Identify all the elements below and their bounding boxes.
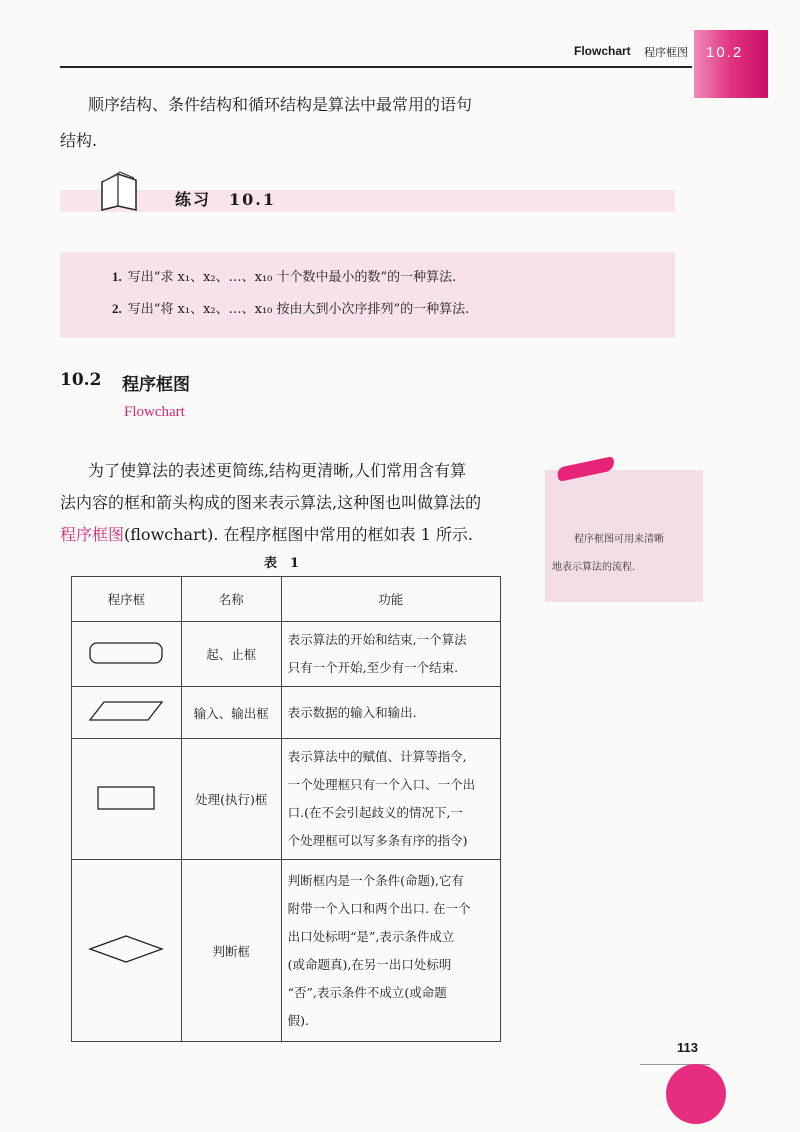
terminal-shape-icon — [88, 641, 164, 665]
book-icon — [98, 170, 140, 214]
section-tab-label: 10.2 — [706, 44, 744, 61]
body-line-3 — [60, 518, 473, 552]
terminal-symbol — [72, 622, 182, 687]
exercise-band — [60, 190, 675, 212]
table-row — [72, 687, 501, 739]
diamond-icon — [88, 933, 164, 965]
body-line-1: 为了使算法的表述更简练,结构更清晰,人们常用含有算 — [88, 461, 467, 480]
exercise-item-number: 2. — [112, 301, 122, 316]
exercise-item-text: 写出“求 x₁、x₂、…、x₁₀ 十个数中最小的数”的一种算法. — [127, 270, 457, 285]
table-cell-name: 输入、输出框 — [181, 687, 281, 739]
function-line: 一个处理框只有一个入口、一个出 — [287, 777, 476, 792]
exercise-item-text: 写出“将 x₁、x₂、…、x₁₀ 按由大到小次序排列”的一种算法. — [127, 302, 470, 317]
function-line: 口.(在不会引起歧义的情况下,一 — [287, 805, 463, 820]
table-header-row — [72, 577, 501, 622]
header-title-cn: 程序框图 — [644, 46, 688, 59]
function-line: 只有一个开始,至少有一个结束. — [287, 660, 459, 675]
table-cell-function — [281, 860, 500, 1042]
flowchart-symbols-table — [71, 576, 501, 1042]
decision-symbol — [72, 860, 182, 1042]
function-line: 表示算法的开始和结束,一个算法 — [287, 632, 467, 647]
function-line: “否”,表示条件不成立(或命题 — [287, 984, 447, 1000]
body-line-2: 法内容的框和箭头构成的图来表示算法,这种图也叫做算法的 — [60, 493, 482, 512]
table-cell-function — [281, 687, 500, 739]
section-number: 10.2 — [60, 370, 102, 390]
function-line: (或命题真),在另一出口处标明 — [287, 956, 452, 972]
function-line: 判断框内是一个条件(命题),它有 — [287, 872, 464, 888]
side-note-line-1: 程序框图可用来清晰 — [574, 534, 664, 545]
function-line: 假). — [287, 1012, 309, 1028]
body-line-3-rest: (flowchart). 在程序框图中常用的框如表 1 所示. — [124, 525, 473, 544]
term-flowchart: 程序框图 — [60, 525, 125, 544]
function-line: 出口处标明“是”,表示条件成立 — [287, 928, 455, 944]
process-symbol — [72, 739, 182, 860]
table-cell-name: 判断框 — [181, 860, 281, 1042]
table-header: 功能 — [281, 577, 500, 622]
table-header: 程序框 — [72, 577, 182, 622]
table-row — [72, 860, 501, 1042]
function-line: 表示算法中的赋值、计算等指令, — [287, 749, 467, 764]
exercise-box — [60, 252, 675, 338]
io-symbol — [72, 687, 182, 739]
exercise-title: 练习 10.1 — [175, 190, 276, 209]
exercise-item-number: 1. — [112, 269, 122, 284]
section-title: 程序框图 — [122, 375, 190, 395]
intro-line-1: 顺序结构、条件结构和循环结构是算法中最常用的语句 — [88, 95, 473, 114]
function-line: 附带一个入口和两个出口. 在一个 — [287, 900, 471, 916]
table-cell-name: 起、止框 — [181, 622, 281, 687]
exercise-item-1 — [112, 266, 456, 285]
page-corner-decoration — [666, 1064, 726, 1124]
function-line: 个处理框可以写多条有序的指令) — [287, 833, 468, 848]
rectangle-icon — [96, 784, 156, 812]
page-number: 113 — [677, 1040, 698, 1055]
section-tab — [694, 30, 768, 98]
header-rule — [60, 66, 692, 68]
side-note-text — [552, 526, 702, 582]
intro-line-2: 结构. — [60, 131, 98, 150]
header-title-en: Flowchart — [574, 44, 631, 58]
table-header: 名称 — [181, 577, 281, 622]
table-cell-function — [281, 739, 500, 860]
table-cell-function — [281, 622, 500, 687]
table-cell-name: 处理(执行)框 — [181, 739, 281, 860]
parallelogram-icon — [88, 699, 164, 723]
side-note-line-2: 地表示算法的流程. — [552, 562, 636, 573]
table-caption: 表 1 — [264, 556, 300, 571]
exercise-item-2 — [112, 298, 469, 317]
section-title-en: Flowchart — [124, 404, 185, 420]
function-line: 表示数据的输入和输出. — [287, 704, 417, 720]
table-row — [72, 622, 501, 687]
table-row — [72, 739, 501, 860]
